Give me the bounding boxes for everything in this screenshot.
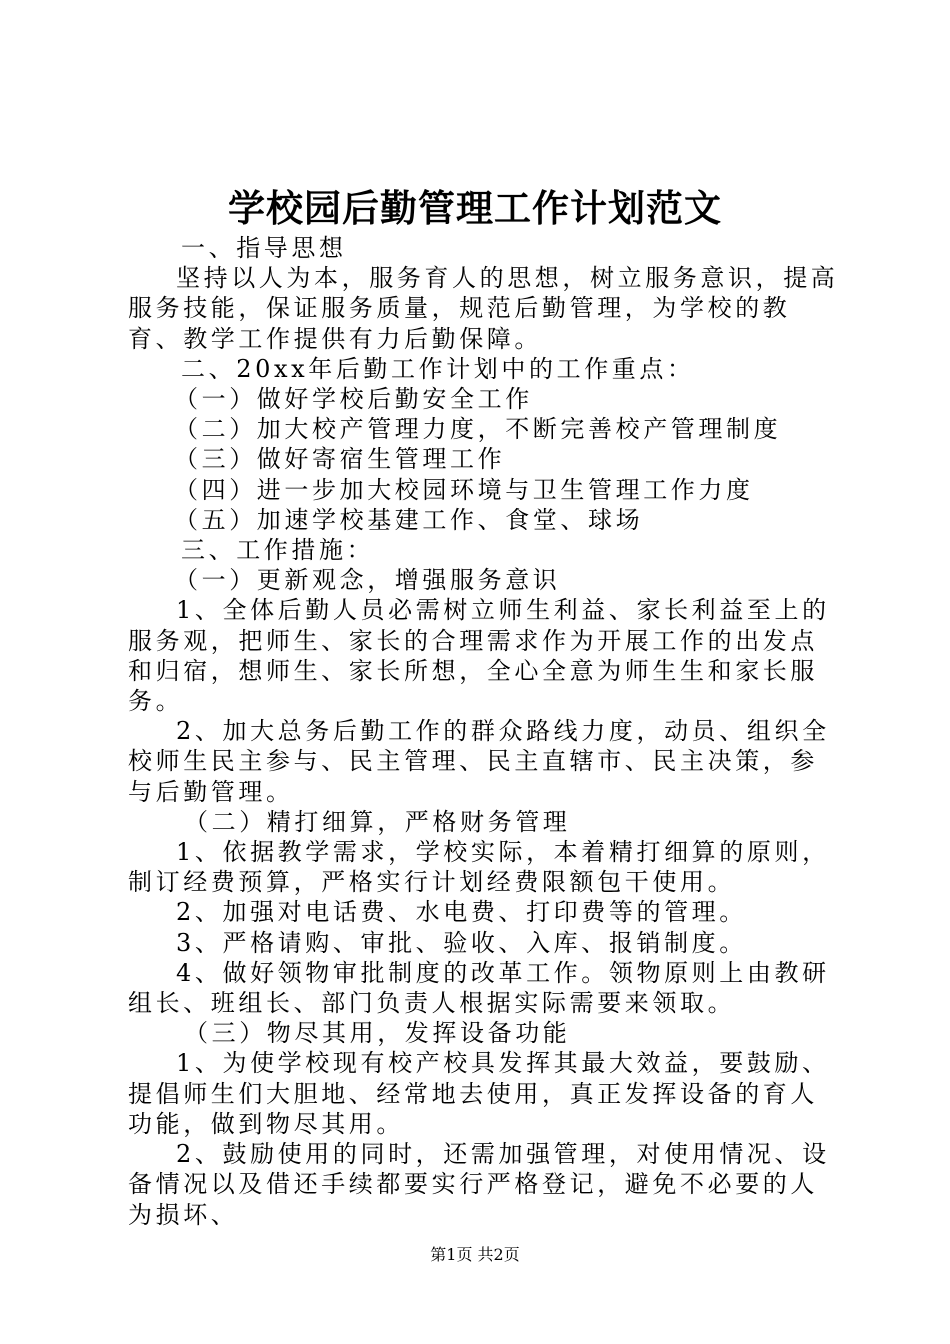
subsection-heading: （三）物尽其用，发挥设备功能 <box>184 1019 571 1048</box>
list-item: （一）做好学校后勤安全工作 <box>174 385 533 414</box>
paragraph: 1、依据教学需求，学校实际，本着精打细算的原则，制订经费预算，严格实行计划经费限额包干使用。 <box>128 838 830 897</box>
document-title: 学校园后勤管理工作计划范文 <box>228 186 722 230</box>
section-heading: 二、20xx年后勤工作计划中的工作重点： <box>181 354 695 383</box>
document-body <box>128 233 840 1230</box>
section-heading: 三、工作措施： <box>181 536 375 565</box>
paragraph: 4、做好领物审批制度的改革工作。领物原则上由教研组长、班组长、部门负责人根据实际需要来领取。 <box>128 958 830 1018</box>
paragraph: 2、加强对电话费、水电费、打印费等的管理。 <box>176 898 747 927</box>
subsection-heading: （二）精打细算，严格财务管理 <box>184 807 571 836</box>
list-item: （四）进一步加大校园环境与卫生管理工作力度 <box>174 475 754 504</box>
paragraph: 1、为使学校现有校产校具发挥其最大效益，要鼓励、提倡师生们大胆地、经常地去使用，真正发挥设备的育人功能，做到物尽其用。 <box>128 1049 830 1138</box>
paragraph: 坚持以人为本，服务育人的思想，树立服务意识，提高服务技能，保证服务质量，规范后勤管理，为学校的教育、教学工作提供有力后勤保障。 <box>128 264 839 353</box>
list-item: （二）加大校产管理力度，不断完善校产管理制度 <box>174 415 782 444</box>
paragraph: 2、鼓励使用的同时，还需加强管理，对使用情况、设备情况以及借还手续都要实行严格登记，避免不必要的人为损坏、 <box>128 1140 830 1229</box>
subsection-heading: （一）更新观念，增强服务意识 <box>174 566 561 595</box>
paragraph: 1、全体后勤人员必需树立师生利益、家长利益至上的服务观，把师生、家长的合理需求作为开展工作的出发点和归宿，想师生、家长所想，全心全意为师生生和家长服务。 <box>128 596 830 716</box>
paragraph: 3、严格请购、审批、验收、入库、报销制度。 <box>176 928 747 957</box>
page-footer: 第1页 共2页 <box>430 1245 520 1264</box>
section-heading: 一、指导思想 <box>181 234 347 262</box>
list-item: （三）做好寄宿生管理工作 <box>174 445 506 474</box>
paragraph: 2、加大总务后勤工作的群众路线力度，动员、组织全校师生民主参与、民主管理、民主直辖市、民主决策，参与后勤管理。 <box>128 717 830 806</box>
list-item: （五）加速学校基建工作、食堂、球场 <box>174 505 644 534</box>
